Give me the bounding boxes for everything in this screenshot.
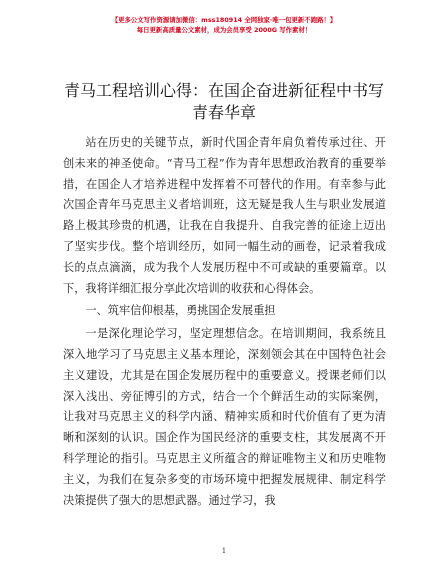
page-number: 1: [221, 547, 227, 555]
document-title-line-1: 青马工程培训心得：在国企奋进新征程中书写: [63, 81, 384, 100]
body-paragraph: 一是深化理论学习，坚定理想信念。在培训期间，我系统且深入地学习了马克思主义基本理论，深刻领会其在中国特色社会主义建设，尤其是在国企发展历程中的重要意义。授课老师们以深入浅出、旁征博引的方式，结合一个个鲜活生动的实际案例，让我对马克思主义的科学内涵、精神实质和时代价值有了更为清晰和深刻的认识。国企作为国民经济的重要支柱，其发展离不开科学理论的指引。马克思主义所蕴含的辩证唯物主义和历史唯物主义，为我们在复杂多变的市场环境中把握发展规律、制定科学决策提供了强大的思想武器。通过学习，我: [63, 327, 386, 507]
promo-banner-line-1: 【更多公文写作资源请加微信：mss180914 全网独家·唯一包更新不跑路！】: [111, 16, 337, 24]
document-body: [63, 133, 386, 511]
document-title-line-2: 青春华章: [191, 103, 256, 122]
promo-banner: [0, 15, 448, 35]
intro-paragraph: 站在历史的关键节点，新时代国企青年肩负着传承过往、开创未来的神圣使命。“青马工程”作为青年思想政治教育的重要举措，在国企人才培养进程中发挥着不可替代的作用。有幸参与此次国企青年马克思主义者培训班，这无疑是我人生与职业发展道路上极其珍贵的机遇，让我在自我提升、自我完善的征途上迈出了坚实步伐。整个培训经历，如同一幅生动的画卷，记录着我成长的点点滴滴，成为我个人发展历程中不可或缺的重要篇章。以下，我将详细汇报分享此次培训的收获和心得体会。: [63, 136, 386, 295]
promo-banner-line-2: 每日更新高质量公文素材，成为会员享受 2000G 写作素材！: [136, 26, 312, 34]
document-title: [48, 80, 400, 124]
section-heading: 一、筑牢信仰根基，勇挑国企发展重担: [85, 304, 276, 318]
